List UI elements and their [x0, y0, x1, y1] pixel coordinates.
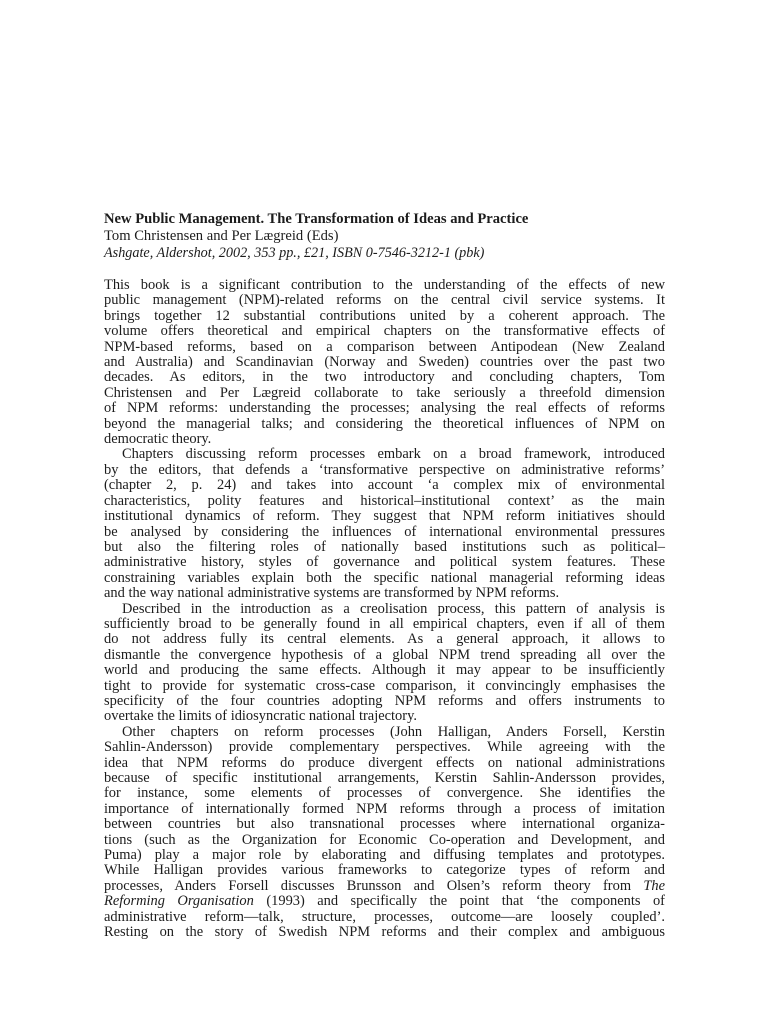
review-page — [104, 211, 665, 940]
text-line — [104, 894, 665, 909]
text-line: beyond the managerial talks; and considering the theoretical influences of NPM on — [104, 415, 665, 432]
text-line: Puma) play a major role by elaborating and diffusing templates and prototypes. — [104, 847, 665, 864]
text-line: Christensen and Per Lægreid collaborate to take seriously a threefold dimension — [104, 384, 665, 401]
text-line: but also the filtering roles of nationally based institutions such as political– — [104, 538, 665, 555]
text-line: Described in the introduction as a creolisation process, this pattern of analysis is — [122, 600, 665, 617]
text-segment: processes, Anders Forsell discusses Brunsson and Olsen’s reform theory from — [104, 877, 644, 894]
paragraph-1 — [104, 278, 665, 447]
paragraph-4 — [104, 725, 665, 941]
text-line: sufficiently broad to be generally found in all empirical chapters, even if all of them — [104, 615, 665, 632]
text-line: decades. As editors, in the two introductory and concluding chapters, Tom — [104, 369, 665, 386]
text-line: public management (NPM)-related reforms on the central civil service systems. It — [104, 292, 665, 309]
text-line: characteristics, polity features and historical–institutional context’ as the main — [104, 492, 665, 509]
text-line: of NPM reforms: understanding the processes; analysing the real effects of reforms — [104, 400, 665, 417]
text-line: constraining variables explain both the specific national managerial reforming ideas — [104, 569, 665, 586]
text-line — [104, 879, 665, 894]
text-line: idea that NPM reforms do produce divergent effects on national administrations — [104, 754, 665, 771]
text-line: institutional dynamics of reform. They suggest that NPM reform initiatives should — [104, 508, 665, 525]
text-line: be analysed by considering the influences of international environmental pressures — [104, 523, 665, 540]
text-line: because of specific institutional arrangements, Kerstin Sahlin-Andersson provides, — [104, 770, 665, 786]
book-title-reference: The — [643, 877, 665, 894]
text-line: Resting on the story of Swedish NPM reforms and their complex and ambiguous — [104, 924, 665, 941]
text-line: Chapters discussing reform processes embark on a broad framework, introduced — [122, 446, 665, 463]
text-line: tight to provide for systematic cross-case comparison, it convincingly emphasises the — [104, 677, 665, 694]
review-body — [104, 278, 665, 940]
text-line: overtake the limits of idiosyncratic national trajectory. — [104, 708, 417, 725]
text-line: brings together 12 substantial contributions united by a coherent approach. The — [104, 307, 665, 324]
text-line: between countries but also transnational processes where international organiza- — [104, 816, 665, 833]
text-line: importance of internationally formed NPM reforms through a process of imitation — [104, 800, 665, 817]
text-line: tions (such as the Organization for Economic Co-operation and Development, and — [104, 831, 665, 848]
text-line: administrative history, styles of governance and political system features. These — [104, 554, 665, 571]
text-segment: (1993) and specifically the point that ‘the components of — [253, 893, 665, 910]
text-line: specificity of the four countries adopting NPM reforms and offers instruments to — [104, 692, 665, 709]
paragraph-2 — [104, 447, 665, 601]
text-line: dismantle the convergence hypothesis of a global NPM trend spreading all over the — [104, 646, 665, 663]
text-line: Sahlin-Andersson) provide complementary perspectives. While agreeing with the — [104, 739, 665, 756]
book-publication-details: Ashgate, Aldershot, 2002, 353 pp., £21, ISBN 0-7546-3212-1 (pbk) — [104, 245, 485, 261]
text-line: (chapter 2, p. 24) and takes into account ‘a complex mix of environmental — [104, 477, 665, 494]
text-line: While Halligan provides various frameworks to categorize types of reform and — [104, 862, 665, 879]
text-line: and the way national administrative systems are transformed by NPM reforms. — [104, 585, 560, 602]
text-line: administrative reform—talk, structure, processes, outcome—are loosely coupled’. — [104, 908, 665, 925]
paragraph-3 — [104, 602, 665, 725]
book-title-reference: Reforming Organisation — [104, 893, 254, 910]
text-line: and Australia) and Scandinavian (Norway and Sweden) countries over the past two — [104, 354, 665, 371]
text-line: democratic theory. — [104, 431, 212, 448]
text-line: NPM-based reforms, based on a comparison between Antipodean (New Zealand — [104, 338, 665, 355]
book-title: New Public Management. The Transformation of Ideas and Practice — [104, 211, 529, 227]
text-line: volume offers theoretical and empirical chapters on the transformative effects of — [104, 323, 665, 340]
text-line: world and producing the same effects. Although it may appear to be insufficiently — [104, 662, 665, 679]
book-authors: Tom Christensen and Per Lægreid (Eds) — [104, 228, 339, 244]
text-line: This book is a significant contribution to the understanding of the effects of new — [104, 277, 665, 293]
text-line: Other chapters on reform processes (John Halligan, Anders Forsell, Kerstin — [122, 723, 665, 740]
text-line: by the editors, that defends a ‘transformative perspective on administrative reforms’ — [104, 461, 665, 478]
text-line: do not address fully its central elements. As a general approach, it allows to — [104, 631, 665, 648]
text-line: for instance, some elements of processes of convergence. She identifies the — [104, 785, 665, 802]
